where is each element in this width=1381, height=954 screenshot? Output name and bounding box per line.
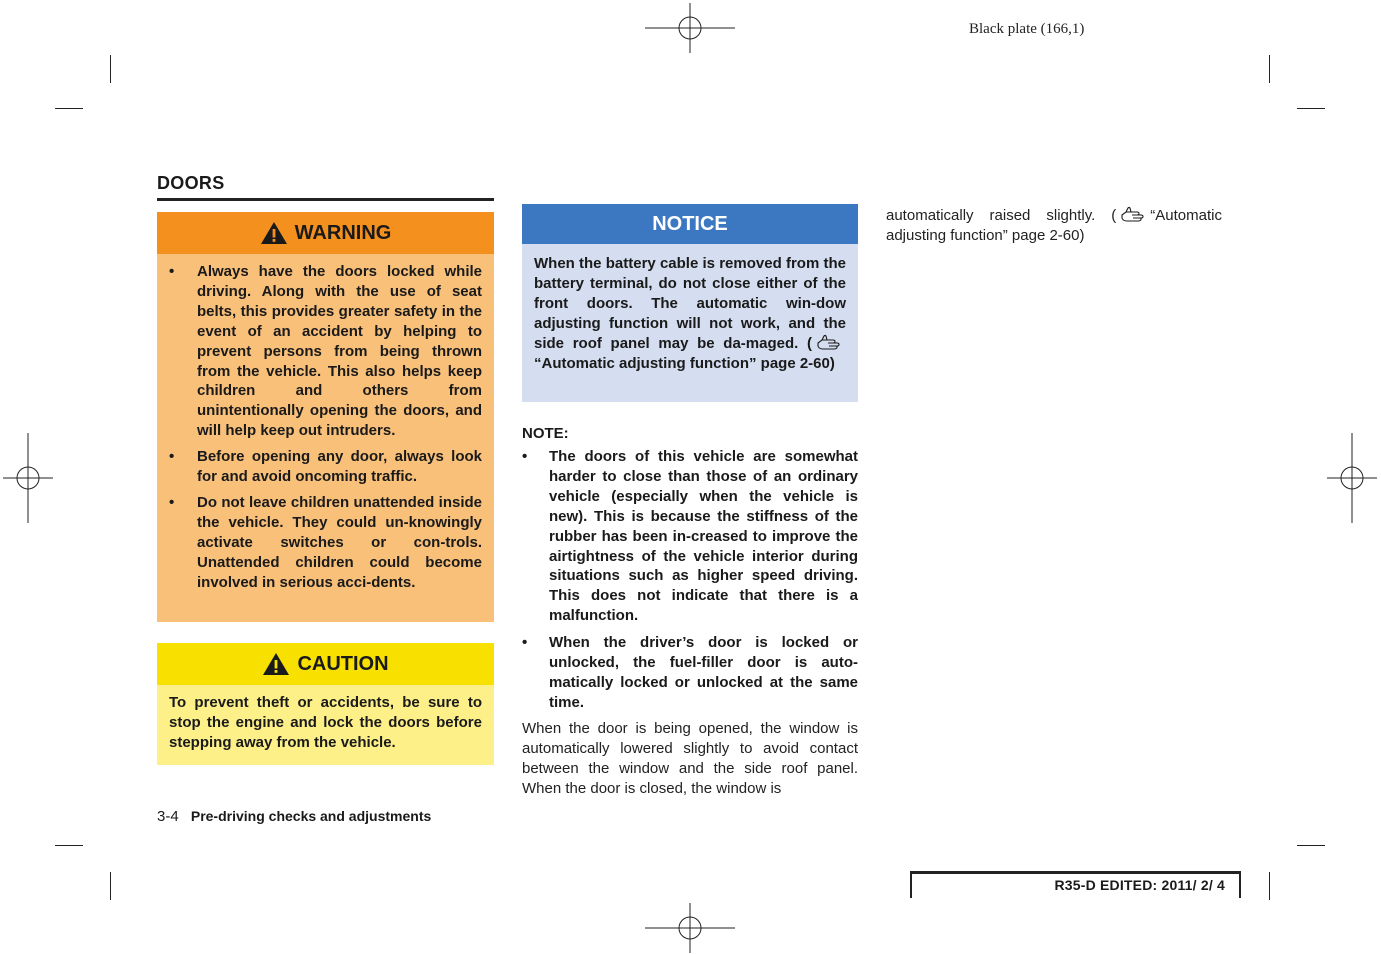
registration-mark-icon — [3, 433, 53, 523]
warning-item: • Before opening any door, always look for and avoid oncoming traffic. — [197, 447, 482, 487]
caution-box — [157, 643, 494, 765]
reference-hand-icon — [1120, 206, 1148, 222]
notice-header — [522, 204, 858, 244]
warning-box — [157, 212, 494, 622]
page-number: 3-4 — [157, 808, 179, 825]
edited-stamp-box — [910, 871, 1241, 898]
crop-mark — [55, 108, 83, 109]
warning-item: • Always have the doors locked while driving. Along with the use of seat belts, this provides greater safety in the event of an accident by helping to prevent persons from being thrown from the vehicle. This also helps keep children and others from unintentionally opening the doors, and will help keep out intruders. — [197, 262, 482, 441]
warning-triangle-icon — [262, 652, 290, 676]
note-item: • The doors of this vehicle are somewhat harder to close than those of an ordinary vehicle (especially when the vehicle is new). This is because the stiffness of the rubber has been in-creased to improve the airtightness of the vehicle interior during situations such as higher speed driving. This does not indicate that there is a malfunction. — [549, 447, 858, 626]
section-title: DOORS — [157, 173, 225, 193]
notice-text-main: When the battery cable is removed from the battery terminal, do not close either of the front doors. The automatic win-dow adjusting function will not work, and the side roof panel may be da-maged. ( — [534, 255, 846, 352]
crop-mark — [1297, 108, 1325, 109]
notice-box — [522, 204, 858, 402]
edited-stamp: R35-D EDITED: 2011/ 2/ 4 — [1054, 877, 1225, 893]
crop-mark — [1269, 872, 1270, 900]
note-item: • When the driver’s door is locked or unlocked, the fuel-filler door is auto-matically locked or unlocked at the same time. — [549, 633, 858, 713]
continued-reference: “Automatic adjusting function” page 2-60) — [886, 207, 1222, 244]
caution-header — [157, 643, 494, 685]
notice-text — [522, 244, 858, 373]
caution-text: To prevent theft or accidents, be sure to stop the engine and lock the doors before stepping away from the vehicle. — [169, 694, 482, 751]
warning-header — [157, 212, 494, 254]
crop-mark — [110, 55, 111, 83]
warning-triangle-icon — [260, 221, 288, 245]
crop-mark — [55, 845, 83, 846]
page-footer — [157, 808, 431, 825]
warning-list — [157, 254, 494, 593]
caution-title: CAUTION — [297, 652, 389, 675]
notice-title: NOTICE — [652, 212, 728, 235]
continued-text: automatically raised slightly. ( — [886, 207, 1117, 224]
footer-section-name: Pre-driving checks and adjustments — [190, 808, 432, 824]
registration-mark-icon — [645, 903, 735, 953]
notice-reference: “Automatic adjusting function” page 2-60) — [534, 354, 835, 372]
reference-hand-icon — [816, 334, 844, 350]
registration-mark-icon — [1327, 433, 1377, 523]
body-paragraph-continued — [886, 206, 1222, 246]
crop-mark — [1269, 55, 1270, 83]
plate-label: Black plate (166,1) — [969, 21, 1085, 37]
note-title: NOTE: — [522, 425, 569, 442]
crop-mark — [1297, 845, 1325, 846]
warning-item: • Do not leave children unattended inside the vehicle. They could un-knowingly activate switches or con-trols. Unattended children could become involved in serious acci-dents. — [197, 493, 482, 593]
crop-mark — [110, 872, 111, 900]
warning-title: WARNING — [294, 221, 392, 244]
note-list — [522, 447, 858, 720]
registration-mark-icon — [645, 3, 735, 53]
body-paragraph: When the door is being opened, the window is automatically lowered slightly to avoid contact between the window and the side roof panel. When the door is closed, the window is — [522, 720, 858, 797]
section-title-rule — [157, 198, 494, 201]
